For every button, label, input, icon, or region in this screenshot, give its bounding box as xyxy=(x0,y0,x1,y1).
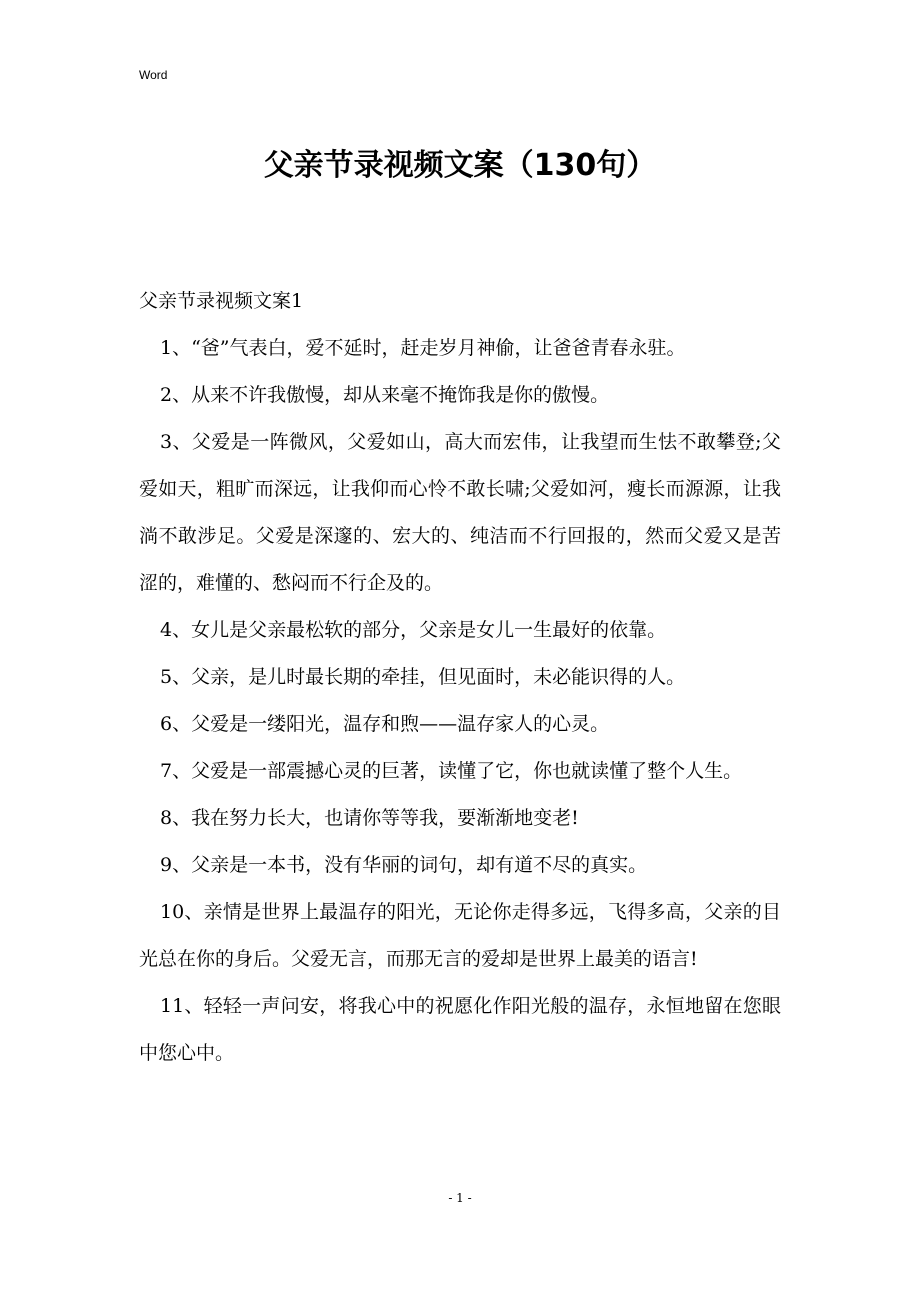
list-item: 2、从来不许我傲慢，却从来毫不掩饰我是你的傲慢。 xyxy=(160,384,610,406)
list-item: 4、女儿是父亲最松软的部分，父亲是女儿一生最好的依靠。 xyxy=(160,619,667,641)
list-item: 8、我在努力长大，也请你等等我，要渐渐地变老! xyxy=(160,807,579,829)
section-heading: 父亲节录视频文案1 xyxy=(139,290,304,312)
list-item: 11、轻轻一声问安，将我心中的祝愿化作阳光般的温存，永恒地留在您眼中您心中。 xyxy=(139,995,781,1064)
page-number: - 1 - xyxy=(448,1191,472,1205)
list-item: 7、父爱是一部震撼心灵的巨著，读懂了它，你也就读懂了整个人生。 xyxy=(160,760,743,782)
list-item: 9、父亲是一本书，没有华丽的词句，却有道不尽的真实。 xyxy=(160,854,648,876)
document-body xyxy=(139,278,781,1077)
document-title: 父亲节录视频文案（130句） xyxy=(263,148,657,183)
list-item: 10、亲情是世界上最温存的阳光，无论你走得多远，飞得多高，父亲的目光总在你的身后。父爱无言，而那无言的爱却是世界上最美的语言! xyxy=(139,901,781,970)
list-item: 1、“爸”气表白，爱不延时，赶走岁月神偷，让爸爸青春永驻。 xyxy=(160,337,686,359)
list-item: 5、父亲，是儿时最长期的牵挂，但见面时，未必能识得的人。 xyxy=(160,666,686,688)
header-label: Word xyxy=(139,68,168,82)
list-item: 3、父爱是一阵微风，父爱如山，高大而宏伟，让我望而生怯不敢攀登;父爱如天，粗旷而深远，让我仰而心怜不敢长啸;父爱如河，瘦长而源源，让我淌不敢涉足。父爱是深邃的、宏大的、纯洁而不行回报的，然而父爱又是苦涩的，难懂的、愁闷而不行企及的。 xyxy=(139,431,781,594)
list-item: 6、父爱是一缕阳光，温存和煦——温存家人的心灵。 xyxy=(160,713,610,735)
